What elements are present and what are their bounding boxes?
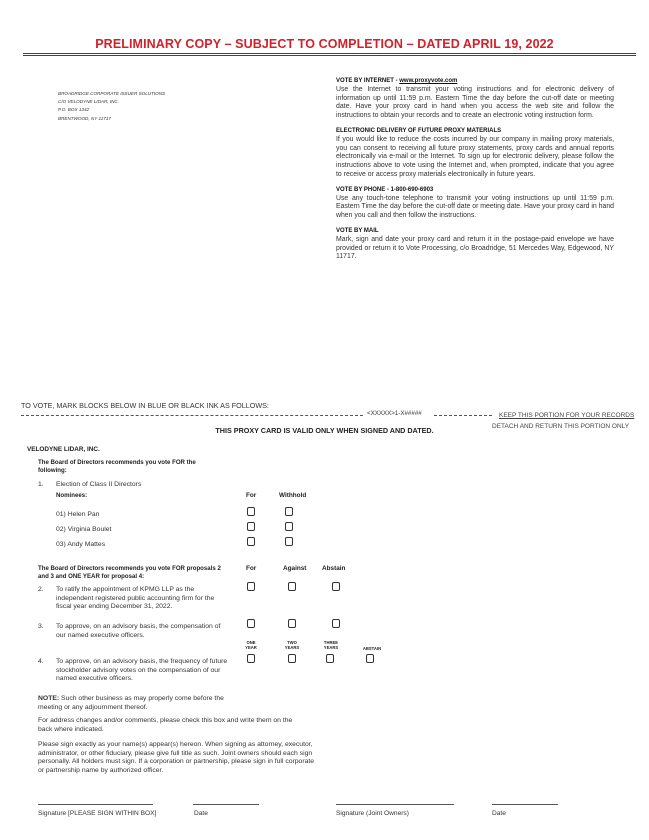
col-for-header: For bbox=[246, 565, 257, 572]
vote-internet-heading bbox=[336, 77, 614, 86]
voting-instructions bbox=[336, 77, 614, 268]
item4-one-year-checkbox[interactable] bbox=[247, 654, 255, 663]
col-withhold-header: Withhold bbox=[279, 492, 307, 499]
mailing-address bbox=[58, 90, 165, 123]
nominee-name: 03) Andy Mattes bbox=[56, 541, 106, 548]
item3-against-checkbox[interactable] bbox=[288, 619, 296, 628]
item2-text: To ratify the appointment of KPMG LLP as the independent registered public accounting firm for the fiscal year ending December 31, 2022. bbox=[56, 586, 215, 610]
vote-internet-title: VOTE BY INTERNET - bbox=[336, 78, 400, 84]
board-recommendation-1: The Board of Directors recommends you vote FOR the following: bbox=[38, 459, 196, 474]
detach-dashed-line bbox=[21, 415, 363, 416]
valid-notice: THIS PROXY CARD IS VALID ONLY WHEN SIGNED AND DATED. bbox=[215, 426, 434, 435]
item2-number: 2. bbox=[38, 586, 44, 593]
col-for-header: For bbox=[246, 492, 257, 499]
signature-line[interactable] bbox=[38, 804, 153, 805]
item3-abstain-checkbox[interactable] bbox=[332, 619, 340, 628]
freq-two-years-header: TWO YEARS bbox=[284, 640, 300, 650]
nominee-1-for-checkbox[interactable] bbox=[247, 507, 255, 516]
joint-signature-label: Signature (Joint Owners) bbox=[336, 810, 409, 817]
item2-abstain-checkbox[interactable] bbox=[332, 582, 340, 591]
note-label: NOTE: bbox=[38, 695, 60, 702]
mark-instruction: TO VOTE, MARK BLOCKS BELOW IN BLUE OR BLACK INK AS FOLLOWS: bbox=[21, 401, 269, 410]
banner-rule bbox=[23, 53, 636, 56]
electronic-delivery-text: If you would like to reduce the costs incurred by our company in mailing proxy materials, you can consent to receiving all future proxy statements, proxy cards and annual reports electronically via e-mail or the Internet. To sign up for electronic delivery, please follow the instructions above to vote using the Internet and, when prompted, indicate that you agree to receive or access proxy materials electronically in future years. bbox=[336, 135, 614, 178]
nominees-label: Nominees: bbox=[56, 492, 88, 499]
detach-dashed-line bbox=[434, 415, 492, 416]
freq-abstain-header: ABSTAIN bbox=[362, 646, 382, 651]
item1-text: Election of Class II Directors bbox=[56, 481, 142, 488]
item3-number: 3. bbox=[38, 623, 44, 630]
vote-mail-heading: VOTE BY MAIL bbox=[336, 227, 379, 234]
item4-text: To approve, on an advisory basis, the frequency of future stockholder advisory votes on the compensation of our named executive officers. bbox=[56, 658, 228, 682]
item3-for-checkbox[interactable] bbox=[247, 619, 255, 628]
address-line: P.O. BOX 1342 bbox=[58, 107, 90, 113]
keep-portion-label: KEEP THIS PORTION FOR YOUR RECORDS bbox=[499, 412, 635, 419]
nominee-3-withhold-checkbox[interactable] bbox=[285, 537, 293, 546]
electronic-delivery-heading: ELECTRONIC DELIVERY OF FUTURE PROXY MATERIALS bbox=[336, 127, 502, 134]
freq-three-years-header: THREE YEARS bbox=[323, 640, 339, 650]
preliminary-copy-banner: PRELIMINARY COPY – SUBJECT TO COMPLETION – DATED APRIL 19, 2022 bbox=[95, 37, 554, 51]
joint-date-label: Date bbox=[492, 810, 506, 817]
date-label: Date bbox=[194, 810, 208, 817]
vote-mail-text: Mark, sign and date your proxy card and return it in the postage-paid envelope we have provided or return it to Vote Processing, c/o Broadridge, 51 Mercedes Way, Edgewood, NY 11717. bbox=[336, 235, 614, 261]
vote-internet-text: Use the Internet to transmit your voting instructions and for electronic delivery of information up until 11:59 p.m. Eastern Time the day before the cut-off date or meeting date. Have your proxy card in hand when you access the web site and follow the instructions to obtain your records and to create an electronic voting instruction form. bbox=[336, 85, 614, 120]
detach-portion-label: DETACH AND RETURN THIS PORTION ONLY bbox=[492, 423, 630, 430]
item2-against-checkbox[interactable] bbox=[288, 582, 296, 591]
signing-instructions: Please sign exactly as your name(s) appear(s) hereon. When signing as attorney, executor, administrator, or other fiduciary, please give full title as such. Joint owners should each sign personally. All holders must sign. If a corporation or partnership, please sign in full corporate or partnership name by authorized officer. bbox=[38, 741, 315, 774]
address-line: BRENTWOOD, NY 11717 bbox=[58, 115, 111, 121]
address-change-text: For address changes and/or comments, please check this box and write them on the back where indicated. bbox=[38, 717, 293, 733]
address-line: C/O VELODYNE LIDAR, INC. bbox=[58, 99, 120, 105]
item4-number: 4. bbox=[38, 658, 44, 665]
company-name: VELODYNE LIDAR, INC. bbox=[27, 446, 100, 453]
nominee-1-withhold-checkbox[interactable] bbox=[285, 507, 293, 516]
vote-phone-text: Use any touch-tone telephone to transmit your voting instructions up until 11:59 p.m. Eastern Time the day before the cut-off date or meeting date. Have your proxy card in hand when you call and then follow the instructions. bbox=[336, 194, 614, 220]
nominee-name: 01) Helen Pan bbox=[56, 511, 100, 518]
joint-date-line[interactable] bbox=[492, 804, 558, 805]
item4-abstain-checkbox[interactable] bbox=[366, 654, 374, 663]
item3-text: To approve, on an advisory basis, the compensation of our named executive officers. bbox=[56, 623, 221, 639]
item2-for-checkbox[interactable] bbox=[247, 582, 255, 591]
item1-number: 1. bbox=[38, 481, 44, 488]
proxyvote-link[interactable]: www.proxyvote.com bbox=[399, 78, 458, 84]
nominee-3-for-checkbox[interactable] bbox=[247, 537, 255, 546]
address-line: BROADRIDGE CORPORATE ISSUER SOLUTIONS bbox=[58, 91, 166, 96]
col-against-header: Against bbox=[283, 565, 307, 572]
col-abstain-header: Abstain bbox=[322, 565, 346, 572]
note-body: Such other business as may properly come before the meeting or any adjournment thereof. bbox=[38, 695, 224, 711]
item4-two-years-checkbox[interactable] bbox=[288, 654, 296, 663]
nominee-name: 02) Virginia Boulet bbox=[56, 526, 112, 533]
control-code: <XXXXX>1-X##### bbox=[367, 410, 422, 417]
note-text bbox=[38, 695, 238, 712]
nominee-2-for-checkbox[interactable] bbox=[247, 522, 255, 531]
nominee-2-withhold-checkbox[interactable] bbox=[285, 522, 293, 531]
item4-three-years-checkbox[interactable] bbox=[326, 654, 334, 663]
freq-one-year-header: ONE YEAR bbox=[245, 640, 257, 650]
signature-label: Signature [PLEASE SIGN WITHIN BOX] bbox=[38, 810, 157, 817]
board-recommendation-2: The Board of Directors recommends you vote FOR proposals 2 and 3 and ONE YEAR for proposal 4: bbox=[38, 565, 221, 580]
joint-signature-line[interactable] bbox=[336, 804, 454, 805]
date-line[interactable] bbox=[193, 804, 259, 805]
vote-phone-heading: VOTE BY PHONE - 1-800-690-6903 bbox=[336, 186, 434, 193]
